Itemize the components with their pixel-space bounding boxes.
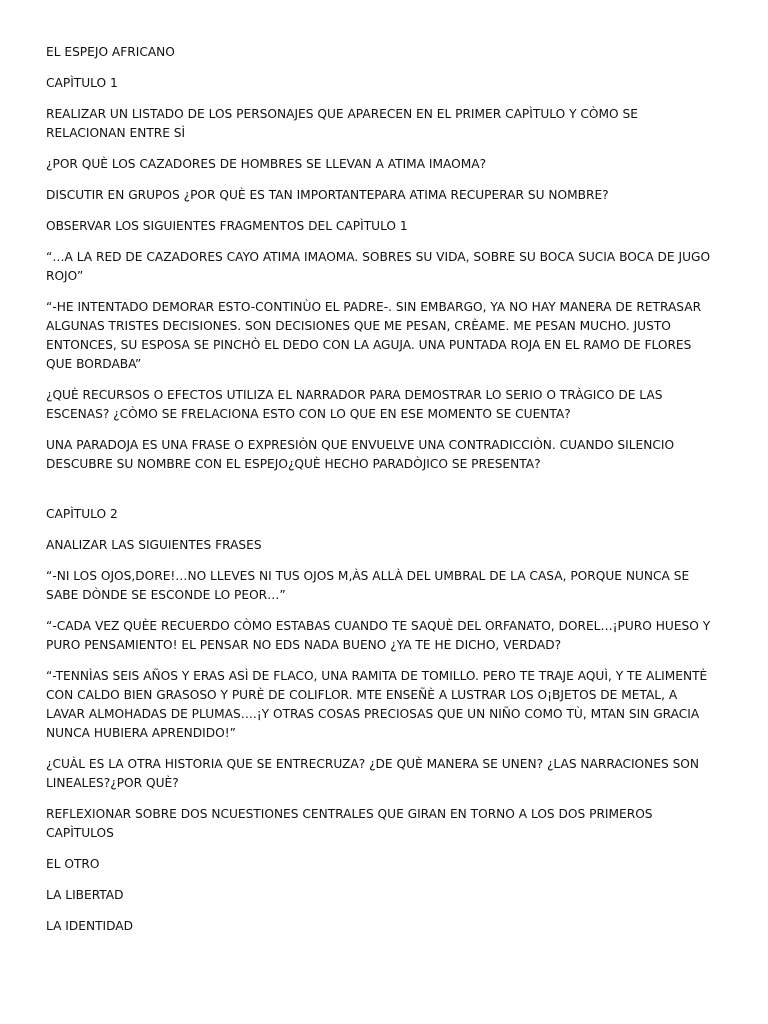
topic-item: LA IDENTIDAD: [46, 919, 134, 933]
chapter-1-quote: “…A LA RED DE CAZADORES CAYO ATIMA IMAOMA. SOBRES SU VIDA, SOBRE SU BOCA SUCIA BOCA DE JUGO ROJO”: [46, 250, 711, 283]
chapter-2-quote: “-NI LOS OJOS,DORE!…NO LLEVES NI TUS OJOS M,ÀS ALLÀ DEL UMBRAL DE LA CASA, PORQUE NUNCA SE SABE DÒNDE SE ESCONDE LO PEOR…”: [46, 569, 690, 602]
chapter-1-heading: CAPÌTULO 1: [46, 76, 118, 90]
chapter-1-paragraph: REALIZAR UN LISTADO DE LOS PERSONAJES QUE APARECEN EN EL PRIMER CAPÌTULO Y CÒMO SE RELACIONAN ENTRE SÌ: [46, 107, 638, 140]
chapter-1-paragraph: OBSERVAR LOS SIGUIENTES FRAGMENTOS DEL CAPÌTULO 1: [46, 219, 408, 233]
chapter-2-quote: “-TENNÌAS SEIS AÑOS Y ERAS ASÌ DE FLACO, UNA RAMITA DE TOMILLO. PERO TE TRAJE AQUÌ, Y TE ALIMENTÈ CON CALDO BIEN GRASOSO Y PURÈ DE COLIFLOR. MTE ENSEÑÈ A LUSTRAR LOS O¡BJETOS DE METAL, A LAVAR ALMOHADAS DE PLUMAS….¡Y OTRAS COSAS PRECIOSAS QUE UN NIÑO COMO TÙ, MTAN SIN GRACIA NUNCA HUBIERA APRENDIDO!”: [46, 669, 708, 740]
chapter-1-paragraph: ¿POR QUÈ LOS CAZADORES DE HOMBRES SE LLEVAN A ATIMA IMAOMA?: [46, 157, 487, 171]
chapter-2-heading: CAPÌTULO 2: [46, 507, 118, 521]
chapter-1-paragraph: ¿QUÈ RECURSOS O EFECTOS UTILIZA EL NARRADOR PARA DEMOSTRAR LO SERIO O TRÀGICO DE LAS ESCENAS? ¿CÒMO SE FRELACIONA ESTO CON LO QUE EN ESE MOMENTO SE CUENTA?: [46, 388, 663, 421]
topic-item: LA LIBERTAD: [46, 888, 124, 902]
chapter-2-paragraph: ANALIZAR LAS SIGUIENTES FRASES: [46, 538, 262, 552]
document-page: [46, 43, 716, 948]
chapter-1-quote: “-HE INTENTADO DEMORAR ESTO-CONTINÙO EL PADRE-. SIN EMBARGO, YA NO HAY MANERA DE RETRASAR ALGUNAS TRISTES DECISIONES. SON DECISIONES QUE ME PESAN, CRÈAME. ME PESAN MUCHO. JUSTO ENTONCES, SU ESPOSA SE PINCHÒ EL DEDO CON LA AGUJA. UNA PUNTADA ROJA EN EL RAMO DE FLORES QUE BORDABA”: [46, 300, 702, 371]
chapter-2-paragraph: ¿CUÀL ES LA OTRA HISTORIA QUE SE ENTRECRUZA? ¿DE QUÈ MANERA SE UNEN? ¿LAS NARRACIONES SON LINEALES?¿POR QUÈ?: [46, 757, 700, 790]
document-title: EL ESPEJO AFRICANO: [46, 45, 175, 59]
chapter-1-paragraph: DISCUTIR EN GRUPOS ¿POR QUÈ ES TAN IMPORTANTEPARA ATIMA RECUPERAR SU NOMBRE?: [46, 188, 609, 202]
chapter-2-quote: “-CADA VEZ QUÈE RECUERDO CÒMO ESTABAS CUANDO TE SAQUÈ DEL ORFANATO, DOREL…¡PURO HUESO Y PURO PENSAMIENTO! EL PENSAR NO EDS NADA BUENO ¿YA TE HE DICHO, VERDAD?: [46, 619, 711, 652]
topic-item: EL OTRO: [46, 857, 100, 871]
chapter-2-paragraph: REFLEXIONAR SOBRE DOS NCUESTIONES CENTRALES QUE GIRAN EN TORNO A LOS DOS PRIMEROS CAPÌTULOS: [46, 807, 653, 840]
chapter-1-paragraph: UNA PARADOJA ES UNA FRASE O EXPRESIÒN QUE ENVUELVE UNA CONTRADICCIÒN. CUANDO SILENCIO DESCUBRE SU NOMBRE CON EL ESPEJO¿QUÈ HECHO PARADÒJICO SE PRESENTA?: [46, 438, 675, 471]
